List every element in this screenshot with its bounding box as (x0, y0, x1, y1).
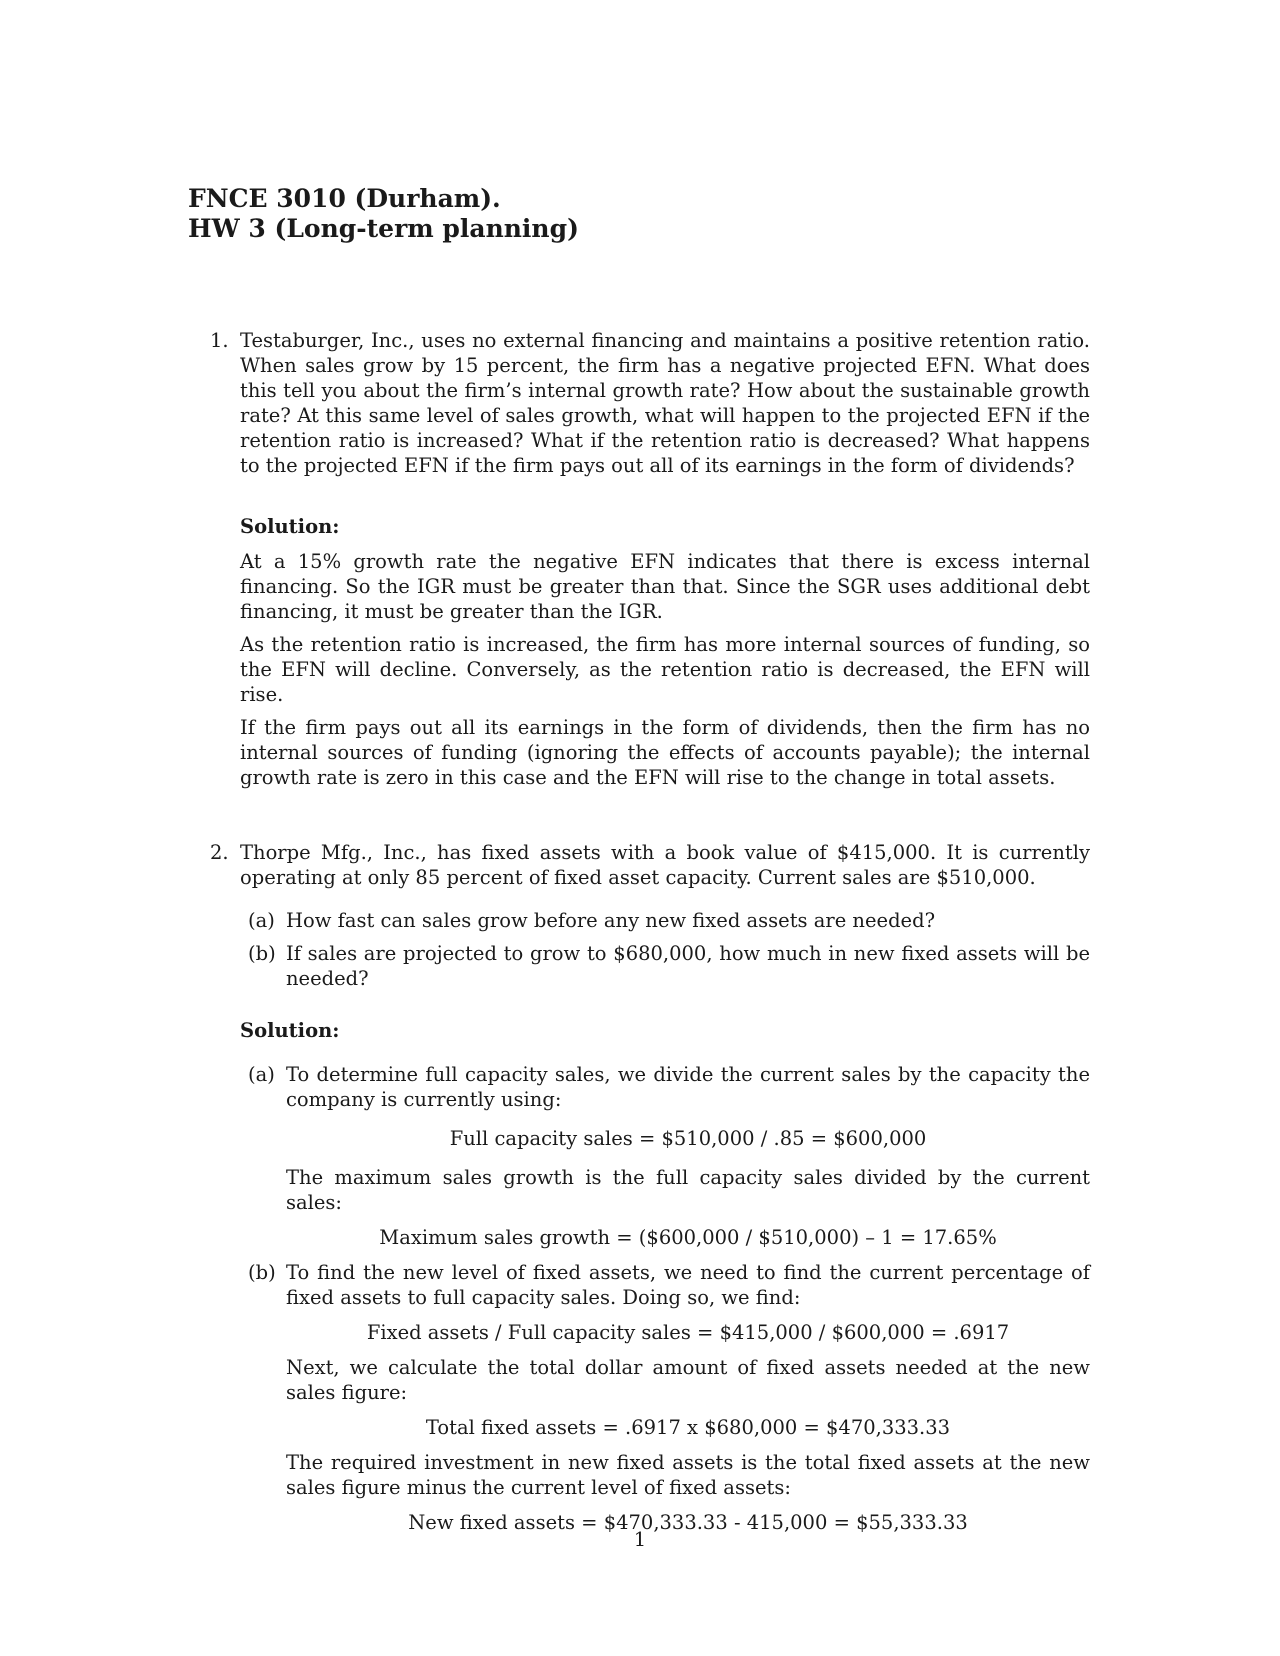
equation-max-sales-growth: Maximum sales growth = ($600,000 / $510,000) – 1 = 17.65% (379, 1226, 997, 1249)
part-tag: (a) (248, 1063, 275, 1086)
equation-total-fixed-assets: Total fixed assets = .6917 x $680,000 = $470,333.33 (425, 1416, 951, 1439)
solution-paragraph: At a 15% growth rate the negative EFN indicates that there is excess internal financing. So the IGR must be greater than that. Since the SGR uses additional debt financing, it must be greater than the IGR. (240, 550, 1090, 623)
homework-title: HW 3 (Long-term planning) (188, 214, 579, 243)
solution-part-a (248, 1062, 1090, 1250)
problem-2-part-a (248, 908, 1090, 933)
course-title: FNCE 3010 (Durham). (188, 184, 501, 213)
equation-new-fixed-assets: New fixed assets = $470,333.33 - 415,000 = $55,333.33 (408, 1511, 968, 1534)
problem-1 (210, 328, 1090, 478)
problem-2-solution (248, 1062, 1090, 1535)
solution-text: To determine full capacity sales, we divide the current sales by the capacity the company is currently using: (286, 1063, 1090, 1111)
document-title (188, 184, 579, 244)
part-tag: (b) (248, 942, 276, 965)
solution-label: Solution: (240, 515, 340, 538)
part-text: How fast can sales grow before any new fixed assets are needed? (286, 909, 936, 932)
problem-2 (210, 840, 1090, 890)
solution-part-b (248, 1260, 1090, 1535)
problem-2-part-b (248, 941, 1090, 991)
problem-1-text: Testaburger, Inc., uses no external financing and maintains a positive retention ratio. When sales grow by 15 percent, the firm has a negative projected EFN. What does this tell you about the firm’s internal growth rate? How about the sustainable growth rate? At this same level of sales growth, what will happen to the projected EFN if the retention ratio is increased? What if the retention ratio is decreased? What happens to the projected EFN if the firm pays out all of its earnings in the form of dividends? (240, 329, 1090, 477)
solution-text: The maximum sales growth is the full capacity sales divided by the current sales: (286, 1166, 1090, 1214)
solution-paragraph: As the retention ratio is increased, the firm has more internal sources of funding, so the EFN will decline. Conversely, as the retention ratio is decreased, the EFN will rise. (240, 633, 1090, 706)
solution-text: The required investment in new fixed assets is the total fixed assets at the new sales figure minus the current level of fixed assets: (286, 1451, 1090, 1499)
solution-paragraph: If the firm pays out all its earnings in the form of dividends, then the firm has no internal sources of funding (ignoring the effects of accounts payable); the internal growth rate is zero in this case and the EFN will rise to the change in total assets. (240, 716, 1090, 789)
part-text: If sales are projected to grow to $680,000, how much in new fixed assets will be needed? (286, 942, 1090, 990)
solution-text: To find the new level of fixed assets, we need to find the current percentage of fixed assets to full capacity sales. Doing so, we find: (286, 1261, 1090, 1309)
page-number: 1 (633, 1528, 647, 1551)
solution-label: Solution: (240, 1019, 340, 1042)
problem-2-text: Thorpe Mfg., Inc., has fixed assets with a book value of $415,000. It is currently operating at only 85 percent of fixed asset capacity. Current sales are $510,000. (240, 841, 1090, 889)
problem-2-number: 2. (210, 841, 229, 864)
problem-1-number: 1. (210, 329, 229, 352)
part-tag: (b) (248, 1261, 276, 1284)
problem-2-parts (248, 908, 1090, 991)
problem-2-solution-label-wrap (240, 1018, 1090, 1053)
part-tag: (a) (248, 909, 275, 932)
problem-1-solution (240, 514, 1090, 798)
equation-fixed-asset-ratio: Fixed assets / Full capacity sales = $415,000 / $600,000 = .6917 (366, 1321, 1010, 1344)
solution-text: Next, we calculate the total dollar amount of fixed assets needed at the new sales figure: (286, 1356, 1090, 1404)
equation-full-capacity-sales: Full capacity sales = $510,000 / .85 = $600,000 (449, 1127, 927, 1150)
